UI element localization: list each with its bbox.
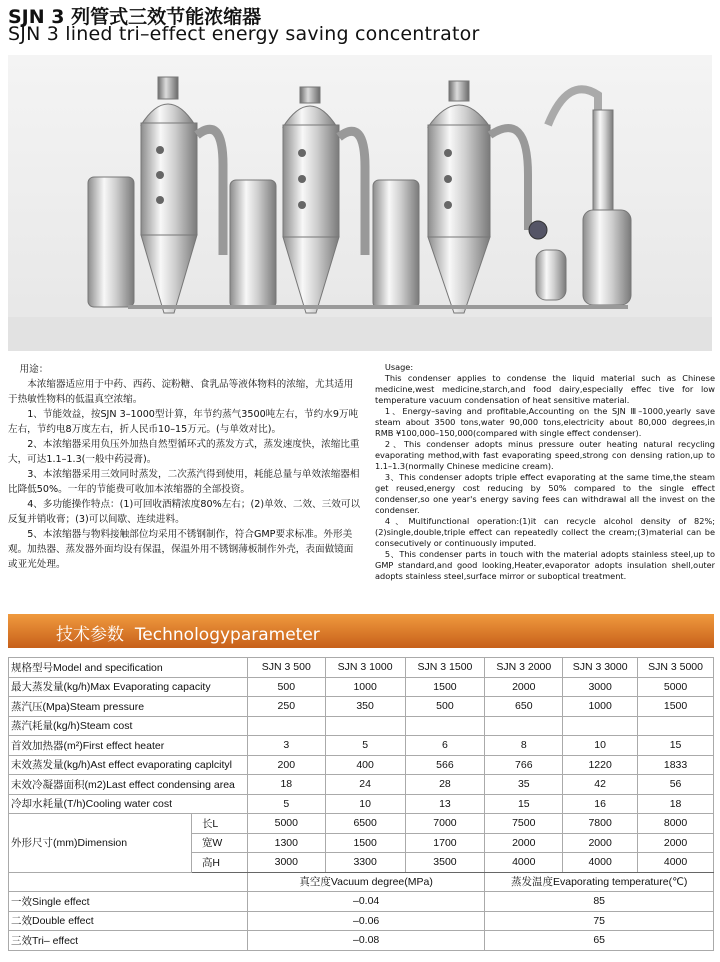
- table-cell: 1833: [638, 755, 714, 775]
- table-cell: 1700: [405, 833, 485, 853]
- model-header: SJN 3 1500: [405, 658, 485, 678]
- table-cell: [325, 716, 405, 736]
- table-cell: 1000: [563, 697, 638, 717]
- product-title-chinese: SJN 3 列管式三效节能浓缩器: [8, 6, 262, 28]
- table-cell: 5: [247, 794, 325, 814]
- table-cell: 7800: [563, 814, 638, 834]
- table-cell: 1500: [405, 677, 485, 697]
- product-title-english: SJN 3 lined tri–effect energy saving concentrator: [8, 23, 480, 45]
- table-cell: 200: [247, 755, 325, 775]
- table-cell: 24: [325, 775, 405, 795]
- table-cell: 42: [563, 775, 638, 795]
- table-cell: 16: [563, 794, 638, 814]
- vacuum-value: –0.08: [247, 931, 484, 951]
- table-cell: 8: [485, 736, 563, 756]
- table-cell: 1000: [325, 677, 405, 697]
- vacuum-value: –0.04: [247, 892, 484, 912]
- table-cell: 13: [405, 794, 485, 814]
- description-cn-paragraph: 3、本浓缩器采用三效同时蒸发，二次蒸汽得到使用，耗能总量与单效浓缩器相比降低50%。一年的节能费可收加本浓缩器的全部投资。: [8, 469, 360, 495]
- table-cell: 5000: [638, 677, 714, 697]
- table-cell: 56: [638, 775, 714, 795]
- table-cell: 18: [638, 794, 714, 814]
- tech-heading-cn: 技术参数: [56, 625, 124, 645]
- model-header: SJN 3 2000: [485, 658, 563, 678]
- description-en-paragraph: 4、Multifunctional operation:(1)it can recycle alcohol density of 82%;(2)single,double,triple effect can repeatedly collect the cream;(3)material can be consecutively or continuously imputed.: [375, 516, 715, 548]
- specification-table: [8, 657, 714, 951]
- concentrator-illustration: [8, 55, 712, 351]
- table-cell: 3500: [405, 853, 485, 873]
- third-effect-evaporator: [373, 81, 528, 313]
- table-header-row: [9, 658, 714, 678]
- dimension-sub-label: 长L: [191, 814, 247, 834]
- table-cell: 2000: [638, 833, 714, 853]
- model-header: SJN 3 1000: [325, 658, 405, 678]
- condenser: [529, 89, 631, 305]
- effect-label: 三效Tri– effect: [9, 931, 248, 951]
- row-label: 最大蒸发量(kg/h)Max Evaporating capacity: [9, 677, 248, 697]
- table-cell: 6500: [325, 814, 405, 834]
- temperature-value: 75: [485, 911, 714, 931]
- table-row: [9, 716, 714, 736]
- table-cell: 35: [485, 775, 563, 795]
- temperature-value: 85: [485, 892, 714, 912]
- description-cn-paragraph: 4、多功能操作特点：(1)可回收酒精浓度80%左右；(2)单效、二效、三效可以反复并销收膏；(3)可以间歇、连续进料。: [8, 499, 361, 525]
- table-cell: 2000: [563, 833, 638, 853]
- row-label: 蒸汽压(Mpa)Steam pressure: [9, 697, 248, 717]
- table-cell: 250: [247, 697, 325, 717]
- row-label: 末效蒸发量(kg/h)Ast effect evaporating caplcityl: [9, 755, 248, 775]
- table-cell: [638, 716, 714, 736]
- table-cell: 15: [638, 736, 714, 756]
- description-en-paragraph: 2、This condenser adopts minus pressure outer heating natural recycling evaporating method,with fast evaporating speed,strong con densing ration,up to 1.1–1.3(normally Chinese medicine cream).: [375, 439, 715, 471]
- effect-row: [9, 892, 714, 912]
- table-cell: 4000: [563, 853, 638, 873]
- tech-parameter-banner: [8, 614, 714, 648]
- row-label: 冷却水耗量(T/h)Cooling water cost: [9, 794, 248, 814]
- table-cell: 350: [325, 697, 405, 717]
- description-en-paragraph: 5、This condenser parts in touch with the material adopts stainless steel,up to GMP standard,and good looking,Heater,evaporator adopts insulation shell,outer adopts stainless steel,surface mirror or suboptical treatment.: [375, 549, 715, 581]
- table-row: [9, 775, 714, 795]
- description-en-paragraph: This condenser applies to condense the liquid material such as Chinese medicine,west medicine,starch,and food dairy,especially effec tive for low temperature vacuum condensation of heat sensitive material.: [375, 373, 715, 405]
- table-row: [9, 755, 714, 775]
- usage-label-en: Usage:: [384, 362, 414, 372]
- table-cell: [485, 716, 563, 736]
- table-cell: 4000: [638, 853, 714, 873]
- table-cell: 500: [405, 697, 485, 717]
- table-row: [9, 677, 714, 697]
- description-cn-paragraph: 5、本浓缩器与物料接触部位均采用不锈钢制作，符合GMP要求标准。外形美观。加热器、蒸发器外面均设有保温，保温外用不锈钢薄板制作外壳，表面做镜面或亚光处理。: [8, 529, 354, 570]
- usage-label-cn: 用途：: [19, 364, 49, 375]
- tech-parameter-heading: [56, 620, 320, 645]
- table-cell: 5: [325, 736, 405, 756]
- table-cell: 18: [247, 775, 325, 795]
- table-cell: 1500: [638, 697, 714, 717]
- model-header-label: 规格型号Model and specification: [9, 658, 248, 678]
- effect-row: [9, 911, 714, 931]
- table-cell: 6: [405, 736, 485, 756]
- model-header: SJN 3 3000: [563, 658, 638, 678]
- effects-header-empty: [9, 872, 248, 892]
- table-cell: 10: [563, 736, 638, 756]
- table-cell: 8000: [638, 814, 714, 834]
- temperature-value: 65: [485, 931, 714, 951]
- table-row: [9, 697, 714, 717]
- first-effect-evaporator: [88, 77, 223, 313]
- description-english: [375, 362, 715, 582]
- table-cell: 400: [325, 755, 405, 775]
- vacuum-value: –0.06: [247, 911, 484, 931]
- effects-header-row: [9, 872, 714, 892]
- table-cell: 766: [485, 755, 563, 775]
- concentrator-photo: [8, 55, 712, 351]
- table-cell: 1500: [325, 833, 405, 853]
- table-cell: 7000: [405, 814, 485, 834]
- table-cell: [563, 716, 638, 736]
- dimension-sub-label: 高H: [191, 853, 247, 873]
- effect-row: [9, 931, 714, 951]
- table-cell: 1300: [247, 833, 325, 853]
- description-cn-paragraph: 1、节能效益，按SJN 3–1000型计算，年节约蒸气3500吨左右，节约水9万吨左右，节约电8万度左右，折人民币10–15万元。(与单效对比)。: [8, 409, 359, 435]
- model-header: SJN 3 5000: [638, 658, 714, 678]
- evaporating-temperature-header: 蒸发温度Evaporating temperature(℃): [485, 872, 714, 892]
- effect-label: 一效Single effect: [9, 892, 248, 912]
- dimension-sub-label: 宽W: [191, 833, 247, 853]
- table-cell: [405, 716, 485, 736]
- model-header: SJN 3 500: [247, 658, 325, 678]
- table-cell: [247, 716, 325, 736]
- table-cell: 5000: [247, 814, 325, 834]
- table-cell: 566: [405, 755, 485, 775]
- row-label: 首效加热器(m²)First effect heater: [9, 736, 248, 756]
- second-effect-evaporator: [230, 87, 365, 313]
- table-cell: 28: [405, 775, 485, 795]
- table-cell: 4000: [485, 853, 563, 873]
- vacuum-degree-header: 真空度Vacuum degree(MPa): [247, 872, 484, 892]
- description-en-paragraph: 3、This condenser adopts triple effect evaporating at the same time,the steam get reused,energy cost reducing by 50% compared to the single effect condenser,so one year's energy saving fees can withdrawal all the invest on the condenser.: [375, 472, 715, 515]
- table-cell: 2000: [485, 833, 563, 853]
- description-cn-paragraph: 本浓缩器适应用于中药、西药、淀粉糖、食乳品等液体物料的浓缩，尤其适用于热敏性物料的低温真空浓缩。: [8, 379, 354, 405]
- dimension-label: 外形尺寸(mm)Dimension: [9, 814, 192, 873]
- table-cell: 3000: [247, 853, 325, 873]
- table-cell: 3300: [325, 853, 405, 873]
- description-chinese: [8, 362, 360, 572]
- description-cn-paragraph: 2、本浓缩器采用负压外加热自然型循环式的蒸发方式，蒸发速度快，浓缩比重大，可达1.1–1.3(一般中药浸膏)。: [8, 439, 360, 465]
- row-label: 末效冷凝器面积(m2)Last effect condensing area: [9, 775, 248, 795]
- table-row: [9, 736, 714, 756]
- dimension-row-length: [9, 814, 714, 834]
- table-cell: 500: [247, 677, 325, 697]
- table-cell: 2000: [485, 677, 563, 697]
- table-cell: 1220: [563, 755, 638, 775]
- table-cell: 7500: [485, 814, 563, 834]
- effect-label: 二效Double effect: [9, 911, 248, 931]
- table-cell: 3: [247, 736, 325, 756]
- row-label: 蒸汽耗量(kg/h)Steam cost: [9, 716, 248, 736]
- table-row: [9, 794, 714, 814]
- description-en-paragraph: 1、Energy–saving and profitable,Accounting on the SJN Ⅲ–1000,yearly save steam about 3500 tons,water 90,000 tons,electricity about 80,000 degrees,in RMB ¥100,000–150,000(compared with single effect condenser).: [375, 406, 715, 438]
- table-cell: 650: [485, 697, 563, 717]
- table-cell: 3000: [563, 677, 638, 697]
- table-cell: 10: [325, 794, 405, 814]
- table-cell: 15: [485, 794, 563, 814]
- tech-heading-en: Technologyparameter: [134, 625, 320, 645]
